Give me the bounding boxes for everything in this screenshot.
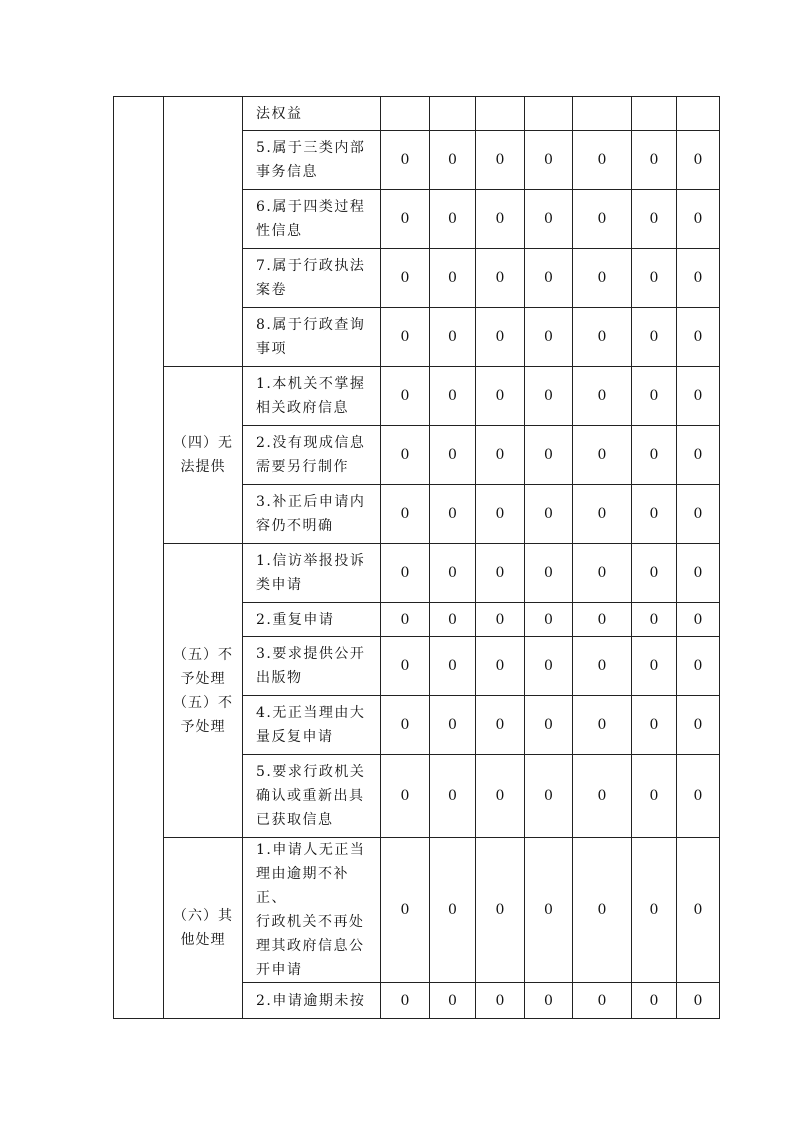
value-cell: [632, 97, 677, 131]
value-cell: 0: [573, 544, 632, 603]
table-row: [114, 367, 720, 426]
value-cell: 0: [573, 838, 632, 983]
category-cell-not-processed: （五）不 予处理 （五）不 予处理: [164, 544, 243, 838]
value-cell: 0: [430, 426, 476, 485]
value-cell: 0: [430, 637, 476, 696]
item-description: 1.本机关不掌握 相关政府信息: [243, 367, 381, 426]
value-cell: [677, 97, 720, 131]
value-cell: 0: [632, 190, 677, 249]
value-cell: 0: [525, 838, 573, 983]
value-cell: 0: [476, 485, 525, 544]
item-description: 5.要求行政机关 确认或重新出具 已获取信息: [243, 755, 381, 838]
table-row: [114, 544, 720, 603]
item-description: 7.属于行政执法 案卷: [243, 249, 381, 308]
value-cell: 0: [573, 131, 632, 190]
item-description: 2.申请逾期未按: [243, 983, 381, 1019]
value-cell: 0: [525, 308, 573, 367]
value-cell: 0: [632, 838, 677, 983]
value-cell: 0: [632, 603, 677, 637]
value-cell: 0: [476, 696, 525, 755]
value-cell: 0: [632, 544, 677, 603]
item-description: 2.没有现成信息 需要另行制作: [243, 426, 381, 485]
item-description: 2.重复申请: [243, 603, 381, 637]
value-cell: 0: [632, 367, 677, 426]
value-cell: [430, 97, 476, 131]
value-cell: 0: [381, 426, 430, 485]
value-cell: 0: [430, 983, 476, 1019]
value-cell: 0: [430, 367, 476, 426]
item-description: 法权益: [243, 97, 381, 131]
value-cell: 0: [381, 755, 430, 838]
value-cell: 0: [430, 755, 476, 838]
item-description: 3.补正后申请内 容仍不明确: [243, 485, 381, 544]
value-cell: 0: [381, 131, 430, 190]
value-cell: 0: [677, 249, 720, 308]
statistics-table: [113, 96, 720, 1019]
value-cell: 0: [525, 983, 573, 1019]
outer-category-cell: [114, 97, 164, 1019]
value-cell: 0: [677, 755, 720, 838]
value-cell: 0: [677, 637, 720, 696]
item-description: 4.无正当理由大 量反复申请: [243, 696, 381, 755]
value-cell: 0: [632, 131, 677, 190]
category-cell-continued: [164, 97, 243, 367]
value-cell: 0: [381, 637, 430, 696]
value-cell: 0: [476, 603, 525, 637]
value-cell: 0: [381, 249, 430, 308]
value-cell: 0: [677, 190, 720, 249]
value-cell: 0: [573, 308, 632, 367]
value-cell: 0: [430, 603, 476, 637]
value-cell: 0: [476, 426, 525, 485]
value-cell: 0: [525, 249, 573, 308]
value-cell: 0: [677, 544, 720, 603]
value-cell: 0: [476, 838, 525, 983]
category-cell-other: （六）其 他处理: [164, 838, 243, 1019]
value-cell: 0: [632, 696, 677, 755]
value-cell: 0: [573, 426, 632, 485]
value-cell: 0: [677, 308, 720, 367]
value-cell: 0: [525, 485, 573, 544]
category-cell-cannot-provide: （四）无 法提供: [164, 367, 243, 544]
value-cell: 0: [677, 838, 720, 983]
value-cell: 0: [381, 308, 430, 367]
value-cell: 0: [573, 367, 632, 426]
value-cell: 0: [476, 983, 525, 1019]
value-cell: 0: [476, 249, 525, 308]
value-cell: 0: [430, 190, 476, 249]
value-cell: 0: [430, 485, 476, 544]
value-cell: 0: [430, 544, 476, 603]
value-cell: [573, 97, 632, 131]
value-cell: 0: [632, 637, 677, 696]
value-cell: [476, 97, 525, 131]
value-cell: 0: [525, 131, 573, 190]
value-cell: 0: [476, 190, 525, 249]
table-row: [114, 97, 720, 131]
value-cell: 0: [632, 308, 677, 367]
value-cell: 0: [677, 367, 720, 426]
value-cell: 0: [381, 838, 430, 983]
value-cell: 0: [476, 755, 525, 838]
value-cell: 0: [573, 249, 632, 308]
item-description: 1.信访举报投诉 类申请: [243, 544, 381, 603]
value-cell: 0: [476, 637, 525, 696]
value-cell: 0: [430, 308, 476, 367]
value-cell: 0: [573, 983, 632, 1019]
item-description: 1.申请人无正当 理由逾期不补正、 行政机关不再处 理其政府信息公 开申请: [243, 838, 381, 983]
value-cell: 0: [525, 190, 573, 249]
item-description: 5.属于三类内部 事务信息: [243, 131, 381, 190]
value-cell: 0: [677, 426, 720, 485]
value-cell: 0: [525, 696, 573, 755]
value-cell: 0: [677, 983, 720, 1019]
value-cell: 0: [381, 544, 430, 603]
value-cell: 0: [525, 755, 573, 838]
item-description: 3.要求提供公开 出版物: [243, 637, 381, 696]
value-cell: 0: [430, 249, 476, 308]
value-cell: 0: [632, 249, 677, 308]
value-cell: 0: [381, 367, 430, 426]
value-cell: 0: [573, 755, 632, 838]
value-cell: 0: [632, 485, 677, 544]
value-cell: 0: [573, 696, 632, 755]
value-cell: 0: [476, 131, 525, 190]
value-cell: 0: [573, 190, 632, 249]
value-cell: 0: [381, 485, 430, 544]
value-cell: 0: [476, 544, 525, 603]
value-cell: 0: [525, 426, 573, 485]
value-cell: 0: [525, 637, 573, 696]
value-cell: 0: [525, 603, 573, 637]
value-cell: 0: [677, 485, 720, 544]
value-cell: 0: [573, 603, 632, 637]
value-cell: 0: [430, 838, 476, 983]
value-cell: 0: [430, 131, 476, 190]
value-cell: 0: [381, 983, 430, 1019]
table-row: [114, 838, 720, 983]
value-cell: 0: [573, 637, 632, 696]
value-cell: 0: [573, 485, 632, 544]
item-description: 8.属于行政查询 事项: [243, 308, 381, 367]
value-cell: 0: [677, 603, 720, 637]
value-cell: 0: [381, 190, 430, 249]
value-cell: 0: [476, 308, 525, 367]
value-cell: 0: [677, 131, 720, 190]
value-cell: 0: [525, 367, 573, 426]
value-cell: 0: [525, 544, 573, 603]
value-cell: 0: [632, 426, 677, 485]
item-description: 6.属于四类过程 性信息: [243, 190, 381, 249]
value-cell: [525, 97, 573, 131]
value-cell: 0: [381, 696, 430, 755]
value-cell: 0: [381, 603, 430, 637]
value-cell: 0: [632, 983, 677, 1019]
value-cell: 0: [677, 696, 720, 755]
value-cell: 0: [632, 755, 677, 838]
value-cell: [381, 97, 430, 131]
value-cell: 0: [430, 696, 476, 755]
value-cell: 0: [476, 367, 525, 426]
